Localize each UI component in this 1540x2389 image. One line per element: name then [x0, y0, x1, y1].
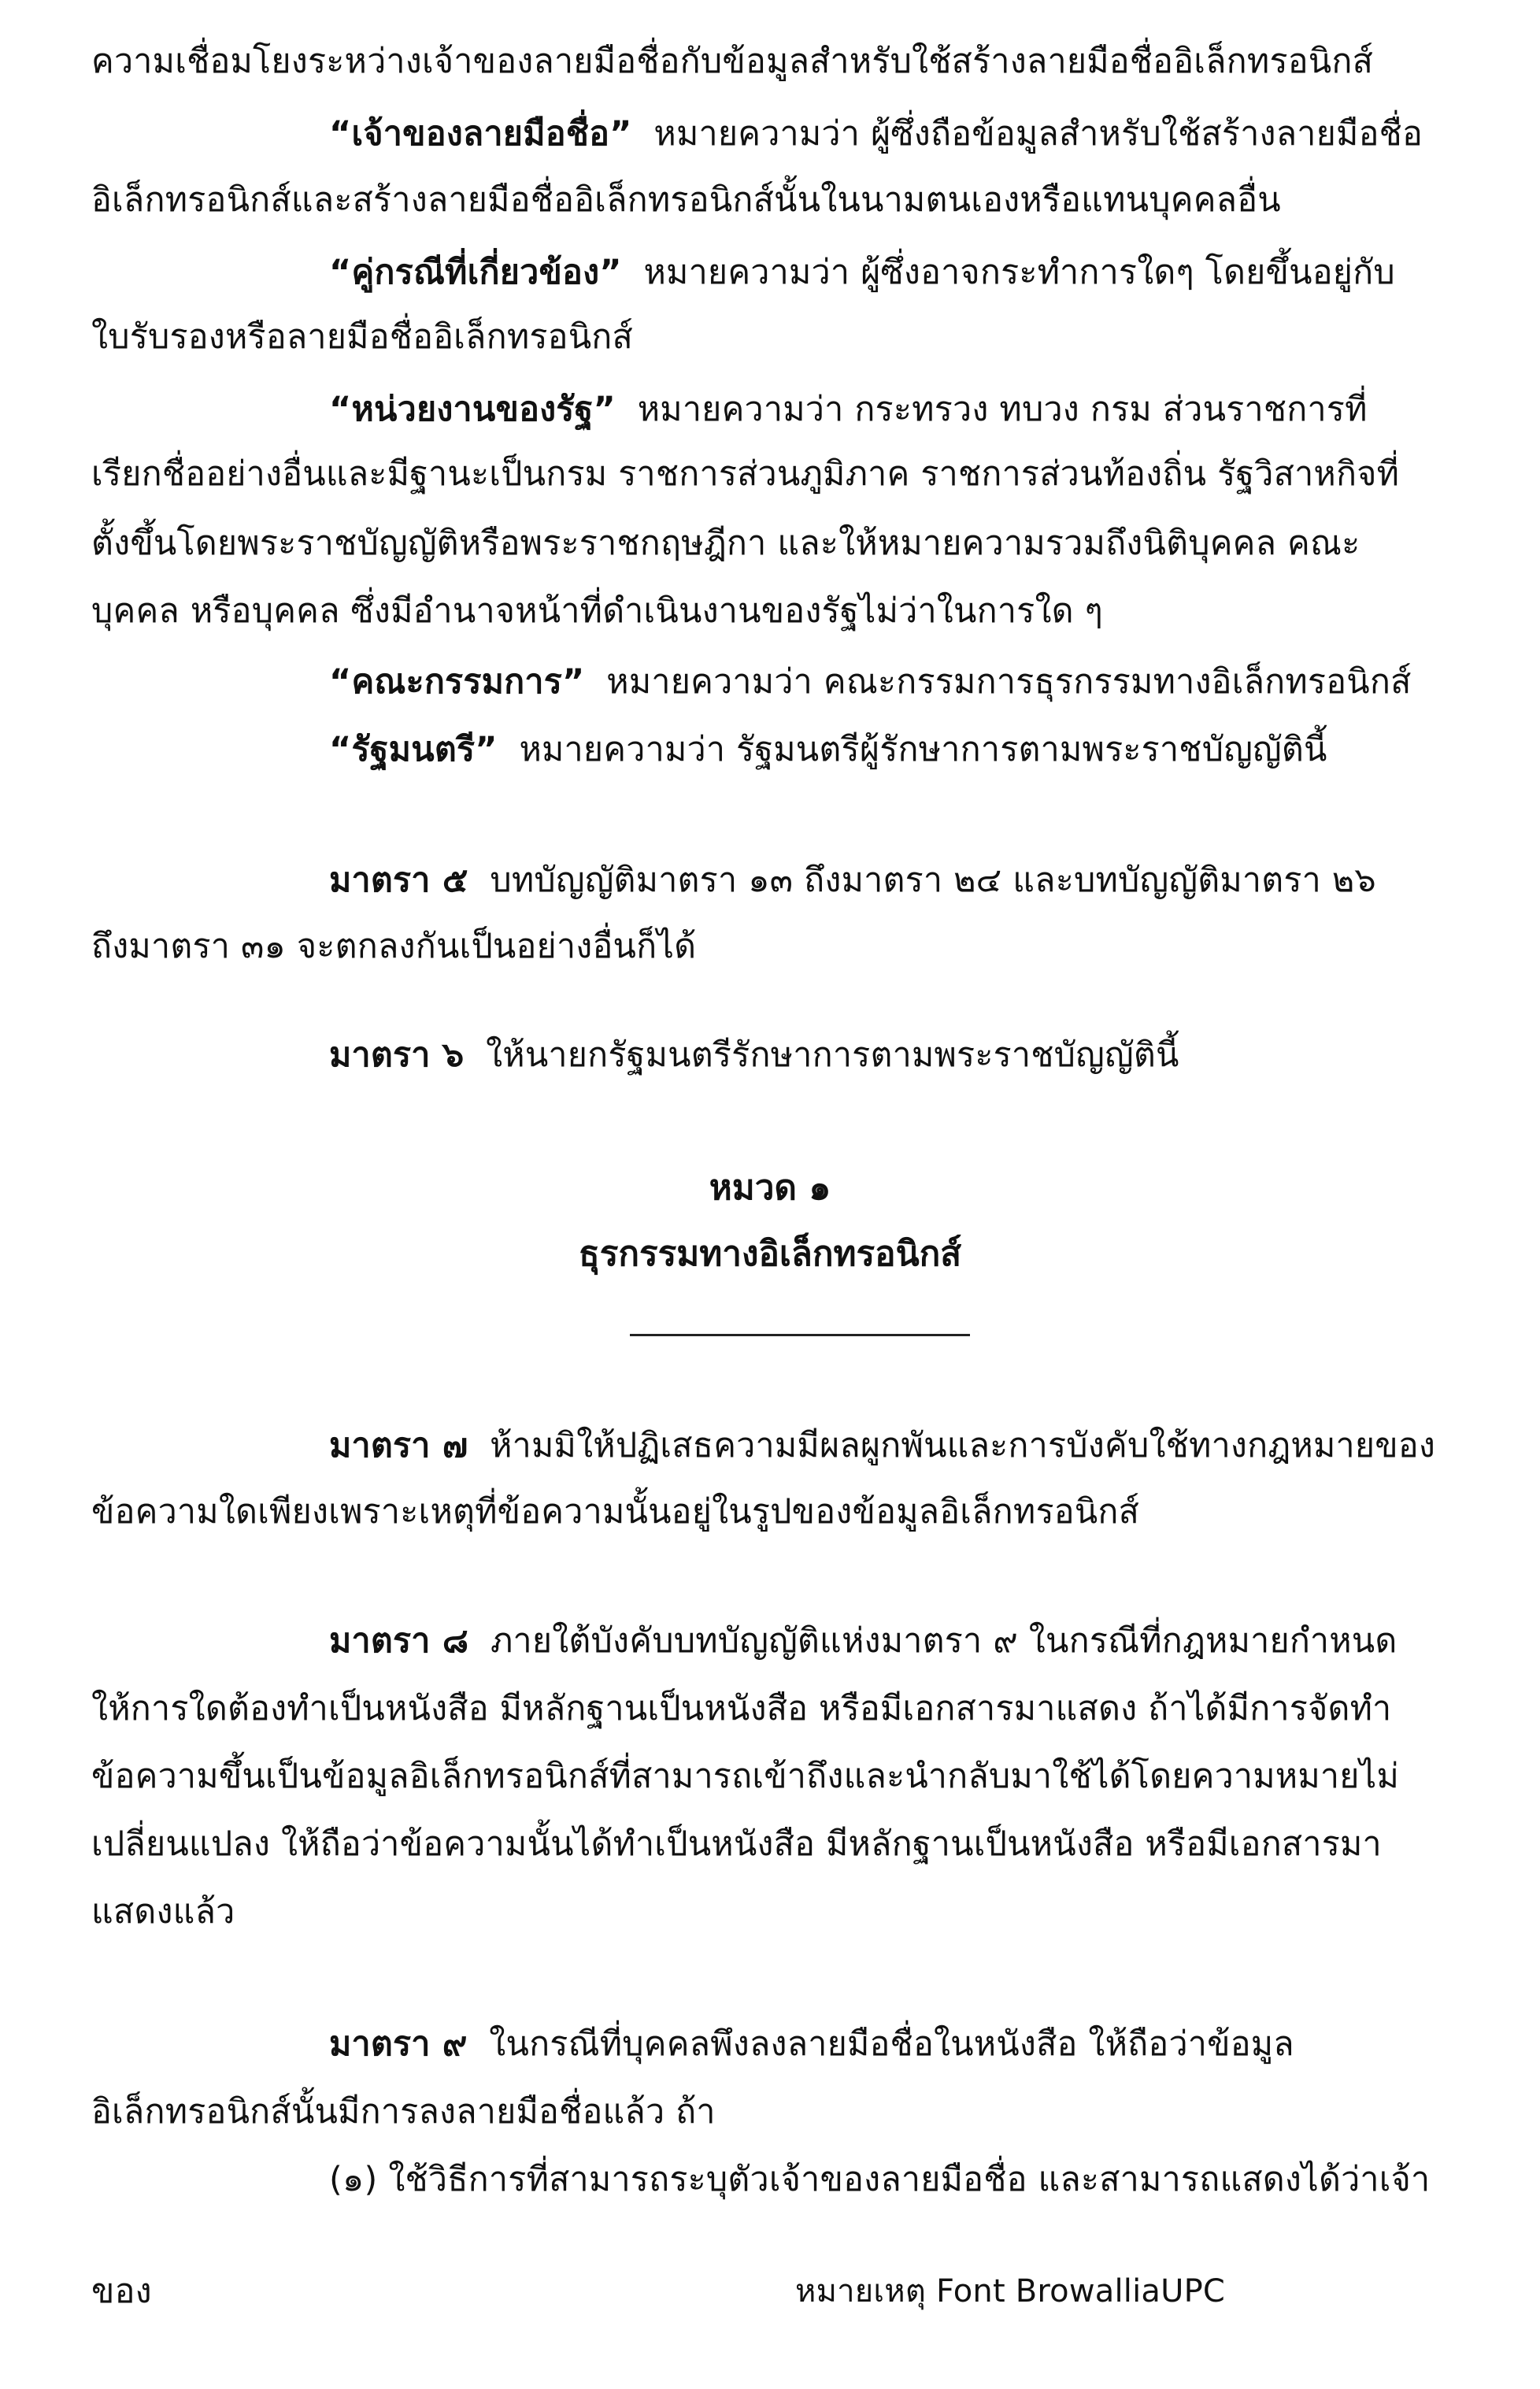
section-8-cont-3 [91, 1820, 1382, 1868]
section-9-text: ในกรณีที่บุคคลพึงลงลายมือชื่อในหนังสือ ให้ถือว่าข้อมูล [489, 2024, 1294, 2064]
section-7-text-2: ข้อความใดเพียงเพราะเหตุที่ข้อความนั้นอยู่ในรูปของข้อมูลอิเล็กทรอนิกส์ [91, 1492, 1140, 1532]
section-8-cont-1 [91, 1685, 1391, 1732]
definition-agency-cont-3 [91, 587, 1103, 635]
section-8-cont-4 [91, 1888, 235, 1935]
continuation-word-text: ของ [91, 2272, 152, 2311]
definition-owner-cont [91, 176, 1281, 224]
section-7-cont [91, 1488, 1139, 1535]
section-9-label: มาตรา ๙ [329, 2024, 468, 2064]
page-continuation-word [91, 2268, 152, 2315]
section-5-text: บทบัญญัติมาตรา ๑๓ ถึงมาตรา ๒๔ และบทบัญญัติมาตรา ๒๖ [490, 861, 1376, 900]
section-8-text: ภายใต้บังคับบทบัญญัติแห่งมาตรา ๙ ในกรณีที่กฎหมายกำหนด [490, 1621, 1397, 1661]
chapter-title: ธุรกรรมทางอิเล็กทรอนิกส์ [578, 1234, 962, 1274]
section-9 [329, 2020, 1294, 2068]
agency-definition-text-2: เรียกชื่ออย่างอื่นและมีฐานะเป็นกรม ราชการส่วนภูมิภาค ราชการส่วนท้องถิ่น รัฐวิสาหกิจที่ [91, 454, 1400, 494]
section-5-label: มาตรา ๕ [329, 861, 468, 900]
party-definition-text: หมายความว่า ผู้ซึ่งอาจกระทำการใดๆ โดยขึ้นอยู่กับ [643, 253, 1395, 292]
section-8-text-5: แสดงแล้ว [91, 1892, 235, 1932]
chapter-divider [630, 1334, 970, 1336]
section-8-label: มาตรา ๘ [329, 1621, 469, 1661]
owner-definition-text-2: อิเล็กทรอนิกส์และสร้างลายมือชื่ออิเล็กทรอนิกส์นั้นในนามตนเองหรือแทนบุคคลอื่น [91, 180, 1281, 220]
party-definition-text-2: ใบรับรองหรือลายมือชื่ออิเล็กทรอนิกส์ [91, 317, 633, 357]
section-8-text-3: ข้อความขึ้นเป็นข้อมูลอิเล็กทรอนิกส์ที่สามารถเข้าถึงและนำกลับมาใช้ได้โดยความหมายไม่ [91, 1757, 1400, 1796]
definition-continuation [91, 38, 1373, 85]
definition-party-cont [91, 313, 633, 361]
section-9-text-2: อิเล็กทรอนิกส์นั้นมีการลงลายมือชื่อแล้ว ถ้า [91, 2092, 716, 2132]
section-8-text-4: เปลี่ยนแปลง ให้ถือว่าข้อความนั้นได้ทำเป็นหนังสือ มีหลักฐานเป็นหนังสือ หรือมีเอกสารมา [91, 1824, 1382, 1864]
owner-definition-text: หมายความว่า ผู้ซึ่งถือข้อมูลสำหรับใช้สร้างลายมือชื่อ [653, 114, 1423, 154]
definition-owner [329, 110, 1423, 157]
definition-agency-cont-2 [91, 520, 1360, 567]
definition-party [329, 249, 1395, 296]
continuation-text: ความเชื่อมโยงระหว่างเจ้าของลายมือชื่อกับข้อมูลสำหรับใช้สร้างลายมือชื่ออิเล็กทรอนิกส์ [91, 42, 1374, 81]
section-5 [329, 857, 1376, 904]
section-5-cont [91, 923, 696, 970]
committee-definition-text: หมายความว่า คณะกรรมการธุรกรรมทางอิเล็กทรอนิกส์ [606, 662, 1412, 702]
footer-note [795, 2268, 1225, 2315]
section-8-cont-2 [91, 1753, 1399, 1800]
footer-note-text: หมายเหตุ Font BrowalliaUPC [795, 2273, 1226, 2309]
section-7-label: มาตรา ๗ [329, 1426, 468, 1465]
section-6 [329, 1032, 1179, 1079]
agency-definition-text-3: ตั้งขึ้นโดยพระราชบัญญัติหรือพระราชกฤษฎีกา และให้หมายความรวมถึงนิติบุคคล คณะ [91, 524, 1360, 563]
section-8-text-2: ให้การใดต้องทำเป็นหนังสือ มีหลักฐานเป็นหนังสือ หรือมีเอกสารมาแสดง ถ้าได้มีการจัดทำ [91, 1689, 1392, 1728]
term-minister: “รัฐมนตรี” [329, 730, 498, 769]
section-7 [329, 1422, 1435, 1469]
minister-definition-text: หมายความว่า รัฐมนตรีผู้รักษาการตามพระราชบัญญัตินี้ [519, 730, 1327, 769]
agency-definition-text: หมายความว่า กระทรวง ทบวง กรม ส่วนราชการที่ [637, 390, 1368, 429]
section-8 [329, 1617, 1397, 1665]
section-5-text-2: ถึงมาตรา ๓๑ จะตกลงกันเป็นอย่างอื่นก็ได้ [91, 927, 697, 966]
definition-committee [329, 658, 1412, 706]
section-7-text: ห้ามมิให้ปฏิเสธความมีผลผูกพันและการบังคับใช้ทางกฎหมายของ [490, 1426, 1436, 1465]
term-owner: “เจ้าของลายมือชื่อ” [329, 114, 632, 154]
term-agency: “หน่วยงานของรัฐ” [329, 390, 616, 429]
section-9-item-1-text: (๑) ใช้วิธีการที่สามารถระบุตัวเจ้าของลายมือชื่อ และสามารถแสดงได้ว่าเจ้า [329, 2160, 1431, 2199]
section-6-text: ให้นายกรัฐมนตรีรักษาการตามพระราชบัญญัตินี้ [486, 1035, 1179, 1075]
section-6-label: มาตรา ๖ [329, 1035, 465, 1075]
term-party: “คู่กรณีที่เกี่ยวข้อง” [329, 253, 622, 292]
section-9-item-1 [329, 2156, 1430, 2203]
definition-agency-cont-1 [91, 450, 1399, 498]
definition-agency [329, 386, 1368, 433]
chapter-number: หมวด ๑ [709, 1168, 831, 1208]
definition-minister [329, 726, 1327, 773]
term-committee: “คณะกรรมการ” [329, 662, 585, 702]
agency-definition-text-4: บุคคล หรือบุคคล ซึ่งมีอำนาจหน้าที่ดำเนินงานของรัฐไม่ว่าในการใด ๆ [91, 591, 1103, 631]
section-9-cont [91, 2088, 716, 2135]
